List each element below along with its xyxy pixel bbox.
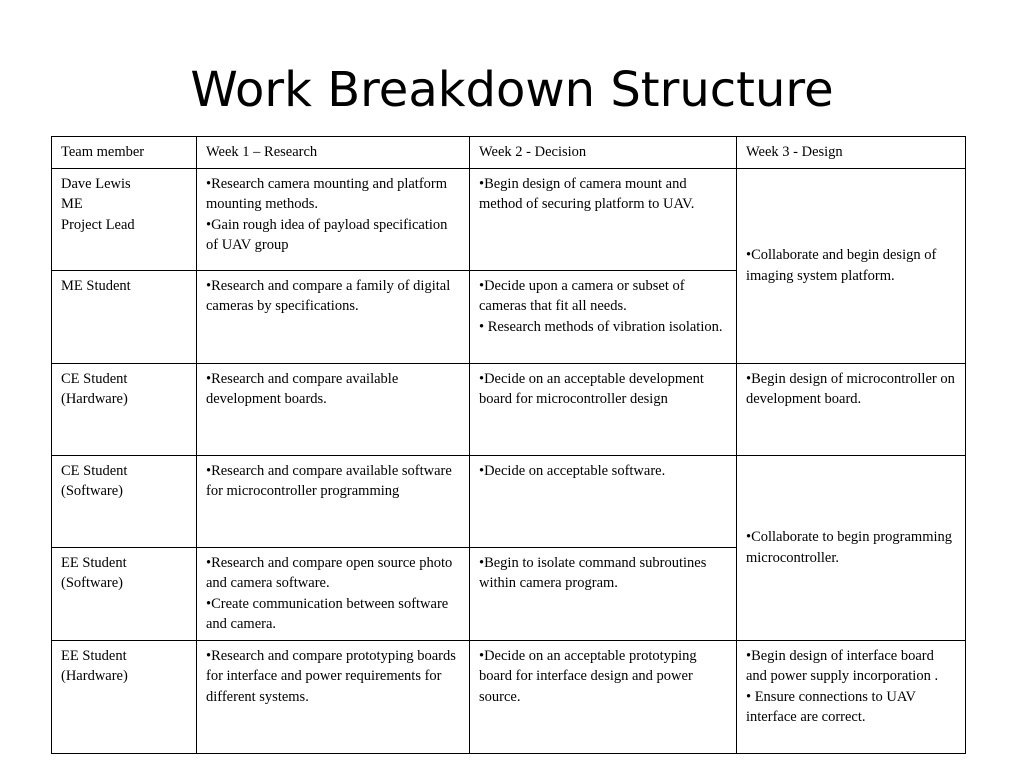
- slide-title: Work Breakdown Structure: [190, 62, 834, 118]
- week1-cell: [197, 455, 470, 547]
- week1-cell: [197, 363, 470, 455]
- header-week-3: Week 3 - Design: [737, 137, 966, 169]
- week3-merged-cell: [737, 168, 966, 363]
- task-item: •Begin design of camera mount and method of securing platform to UAV.: [479, 175, 695, 212]
- task-item: •Decide on an acceptable development board for microcontroller design: [479, 370, 704, 407]
- week3-cell: [737, 363, 966, 455]
- member-cell: [52, 547, 197, 640]
- task-item: •Collaborate and begin design of imaging system platform.: [746, 247, 937, 284]
- week1-cell: [197, 168, 470, 270]
- task-item: •Decide on an acceptable prototyping board for interface design and power source.: [479, 647, 697, 705]
- task-item: •Research and compare available development boards.: [206, 370, 399, 407]
- header-week-2: Week 2 - Decision: [470, 137, 737, 169]
- member-name: ME Student: [61, 277, 131, 294]
- task-item: •Decide on acceptable software.: [479, 462, 666, 479]
- member-name: CE Student: [61, 462, 128, 479]
- member-name: EE Student: [61, 647, 127, 664]
- task-item: •Gain rough idea of payload specification of UAV group: [206, 216, 448, 253]
- member-name: Dave Lewis: [61, 175, 131, 192]
- table-header-row: [52, 137, 966, 169]
- table-row: [52, 363, 966, 455]
- week1-cell: [197, 640, 470, 753]
- week2-cell: [470, 363, 737, 455]
- member-area: (Hardware): [61, 668, 128, 684]
- week3-merged-cell: [737, 455, 966, 640]
- task-item: •Begin design of microcontroller on development board.: [746, 370, 955, 407]
- task-item: •Begin design of interface board and power supply incorporation .: [746, 647, 939, 684]
- table-row: [52, 455, 966, 547]
- task-item: •Research and compare open source photo and camera software.: [206, 554, 453, 591]
- member-name: CE Student: [61, 370, 128, 387]
- member-area: (Software): [61, 483, 124, 499]
- table-row: [52, 640, 966, 753]
- task-item: •Create communication between software and camera.: [206, 595, 449, 632]
- member-role: Project Lead: [61, 216, 135, 233]
- work-breakdown-table: [51, 136, 966, 754]
- week2-cell: [470, 455, 737, 547]
- member-cell: [52, 270, 197, 363]
- member-cell: [52, 363, 197, 455]
- task-item: •Research camera mounting and platform mounting methods.: [206, 175, 448, 212]
- task-item: •Collaborate to begin programming microcontroller.: [746, 529, 953, 566]
- task-item: • Ensure connections to UAV interface are correct.: [746, 688, 916, 725]
- table-row: [52, 168, 966, 270]
- header-team-member: Team member: [52, 137, 197, 169]
- member-area: (Hardware): [61, 391, 128, 407]
- member-discipline: ME: [61, 196, 83, 212]
- member-cell: [52, 455, 197, 547]
- week2-cell: [470, 547, 737, 640]
- task-item: •Research and compare prototyping boards for interface and power requirements for different systems.: [206, 647, 456, 705]
- week1-cell: [197, 270, 470, 363]
- task-item: •Begin to isolate command subroutines within camera program.: [479, 554, 707, 591]
- week1-cell: [197, 547, 470, 640]
- member-name: EE Student: [61, 554, 127, 571]
- week3-cell: [737, 640, 966, 753]
- task-item: •Decide upon a camera or subset of cameras that fit all needs.: [479, 277, 685, 314]
- task-item: •Research and compare a family of digital cameras by specifications.: [206, 277, 451, 314]
- week2-cell: [470, 168, 737, 270]
- week2-cell: [470, 640, 737, 753]
- week2-cell: [470, 270, 737, 363]
- member-cell: [52, 168, 197, 270]
- member-area: (Software): [61, 575, 124, 591]
- task-item: •Research and compare available software for microcontroller programming: [206, 462, 452, 499]
- header-week-1: Week 1 – Research: [197, 137, 470, 169]
- task-item: • Research methods of vibration isolation.: [479, 318, 723, 335]
- member-cell: [52, 640, 197, 753]
